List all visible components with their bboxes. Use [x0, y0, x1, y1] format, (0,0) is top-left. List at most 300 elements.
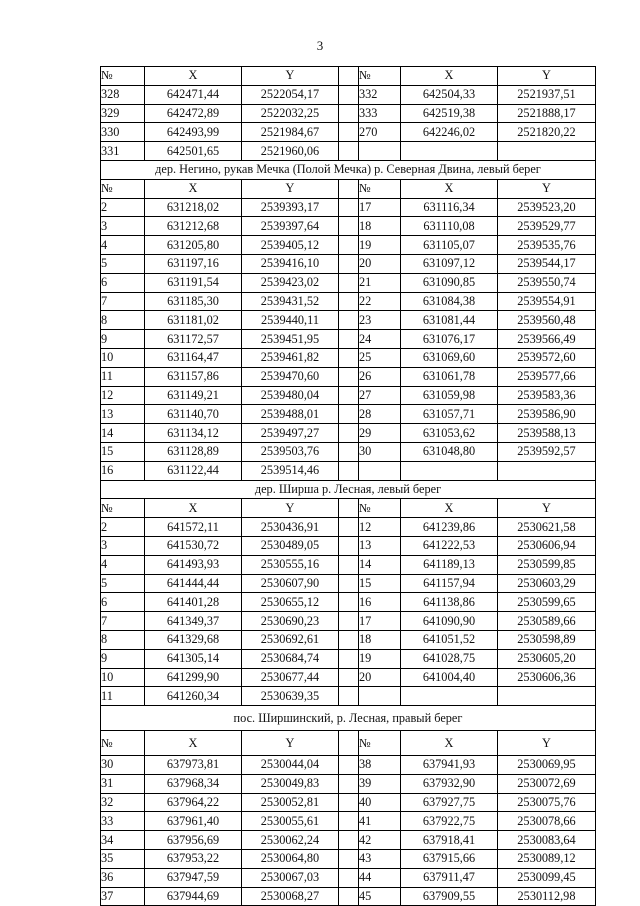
header-y: Y: [242, 499, 339, 518]
header-row: [101, 179, 596, 198]
column-gap: [339, 812, 359, 831]
header-y: Y: [242, 731, 339, 756]
coord-y: 2530599,85: [498, 555, 596, 574]
coord-y: 2530605,20: [498, 649, 596, 668]
point-number: 20: [359, 254, 401, 273]
coord-y: 2530052,81: [242, 793, 339, 812]
coord-x: 642246,02: [401, 123, 498, 142]
table-row: [101, 850, 596, 869]
coord-y: 2530083,64: [498, 831, 596, 850]
header-y: Y: [498, 67, 596, 86]
coord-x: 631191,54: [145, 273, 242, 292]
coord-x: 631140,70: [145, 405, 242, 424]
header-y: Y: [498, 731, 596, 756]
column-gap: [339, 386, 359, 405]
table-row: [101, 630, 596, 649]
coord-x: [401, 142, 498, 161]
coord-x: 631218,02: [145, 198, 242, 217]
point-number: 26: [359, 367, 401, 386]
coord-y: 2530603,29: [498, 574, 596, 593]
header-num: №: [101, 179, 145, 198]
coord-x: 637947,59: [145, 868, 242, 887]
column-gap: [339, 649, 359, 668]
table-row: [101, 348, 596, 367]
coord-x: 637956,69: [145, 831, 242, 850]
point-number: 18: [359, 630, 401, 649]
table-row: [101, 574, 596, 593]
table-row: [101, 442, 596, 461]
point-number: 329: [101, 104, 145, 123]
column-gap: [339, 536, 359, 555]
coord-x: 637909,55: [401, 887, 498, 906]
coord-x: 642472,89: [145, 104, 242, 123]
point-number: 9: [101, 649, 145, 668]
coord-x: 631090,85: [401, 273, 498, 292]
section-title: пос. Ширшинский, р. Лесная, правый берег: [101, 706, 596, 731]
point-number: 328: [101, 85, 145, 104]
point-number: 7: [101, 612, 145, 631]
coord-y: 2539529,77: [498, 217, 596, 236]
header-row: [101, 499, 596, 518]
coord-x: 642504,33: [401, 85, 498, 104]
coord-x: 641260,34: [145, 687, 242, 706]
coord-x: 641349,37: [145, 612, 242, 631]
section-title-row: [101, 706, 596, 731]
table-row: [101, 405, 596, 424]
column-gap: [339, 774, 359, 793]
point-number: 332: [359, 85, 401, 104]
coord-x: 641028,75: [401, 649, 498, 668]
coord-y: 2530606,36: [498, 668, 596, 687]
point-number: 6: [101, 273, 145, 292]
header-num: №: [359, 67, 401, 86]
coord-x: 631185,30: [145, 292, 242, 311]
point-number: 15: [359, 574, 401, 593]
point-number: 9: [101, 330, 145, 349]
coord-y: 2530064,80: [242, 850, 339, 869]
header-num: №: [101, 731, 145, 756]
coord-y: 2539393,17: [242, 198, 339, 217]
coord-y: 2539431,52: [242, 292, 339, 311]
point-number: 31: [101, 774, 145, 793]
point-number: 14: [359, 555, 401, 574]
coord-y: 2539405,12: [242, 236, 339, 255]
table-row: [101, 85, 596, 104]
table-row: [101, 217, 596, 236]
column-gap: [339, 217, 359, 236]
point-number: 43: [359, 850, 401, 869]
column-gap: [339, 273, 359, 292]
coord-y: 2530078,66: [498, 812, 596, 831]
section-title: дер. Ширша р. Лесная, левый берег: [101, 480, 596, 499]
point-number: 5: [101, 574, 145, 593]
point-number: 21: [359, 273, 401, 292]
coord-x: 637922,75: [401, 812, 498, 831]
table-row: [101, 793, 596, 812]
coord-y: 2521888,17: [498, 104, 596, 123]
coord-y: 2539514,46: [242, 461, 339, 480]
point-number: 3: [101, 217, 145, 236]
coord-y: 2539566,49: [498, 330, 596, 349]
point-number: 270: [359, 123, 401, 142]
header-x: X: [401, 499, 498, 518]
table-row: [101, 292, 596, 311]
column-gap: [339, 367, 359, 386]
coord-x: 641239,86: [401, 518, 498, 537]
point-number: 39: [359, 774, 401, 793]
point-number: 41: [359, 812, 401, 831]
page-number: 3: [316, 38, 324, 53]
table-row: [101, 831, 596, 850]
coord-x: 631076,17: [401, 330, 498, 349]
column-gap: [339, 67, 359, 86]
point-number: 2: [101, 198, 145, 217]
coord-x: 637944,69: [145, 887, 242, 906]
coord-y: 2530089,12: [498, 850, 596, 869]
coord-y: 2539461,82: [242, 348, 339, 367]
coord-y: 2530599,65: [498, 593, 596, 612]
header-row: [101, 67, 596, 86]
point-number: 8: [101, 311, 145, 330]
table-row: [101, 386, 596, 405]
table-row: [101, 311, 596, 330]
coord-y: 2530436,91: [242, 518, 339, 537]
point-number: 16: [101, 461, 145, 480]
coord-y: 2530639,35: [242, 687, 339, 706]
coord-x: 637927,75: [401, 793, 498, 812]
coord-y: 2539503,76: [242, 442, 339, 461]
column-gap: [339, 756, 359, 775]
coord-x: 642519,38: [401, 104, 498, 123]
coord-y: 2521984,67: [242, 123, 339, 142]
table-row: [101, 649, 596, 668]
column-gap: [339, 518, 359, 537]
coord-x: [401, 461, 498, 480]
coord-x: 631181,02: [145, 311, 242, 330]
coord-y: 2539554,91: [498, 292, 596, 311]
coord-x: 642471,44: [145, 85, 242, 104]
point-number: 15: [101, 442, 145, 461]
point-number: 37: [101, 887, 145, 906]
point-number: 8: [101, 630, 145, 649]
point-number: 25: [359, 348, 401, 367]
coord-y: 2530690,23: [242, 612, 339, 631]
coord-y: 2539535,76: [498, 236, 596, 255]
coord-x: 637911,47: [401, 868, 498, 887]
coord-x: 631116,34: [401, 198, 498, 217]
coord-y: 2539470,60: [242, 367, 339, 386]
column-gap: [339, 123, 359, 142]
coord-y: 2539480,04: [242, 386, 339, 405]
coordinates-table: [100, 66, 596, 906]
column-gap: [339, 104, 359, 123]
coord-x: 637953,22: [145, 850, 242, 869]
coord-y: 2530607,90: [242, 574, 339, 593]
header-row: [101, 731, 596, 756]
coord-y: 2521820,22: [498, 123, 596, 142]
point-number: 19: [359, 236, 401, 255]
point-number: 29: [359, 424, 401, 443]
header-x: X: [145, 731, 242, 756]
coord-x: 641299,90: [145, 668, 242, 687]
coord-y: 2539523,20: [498, 198, 596, 217]
coord-x: 631057,71: [401, 405, 498, 424]
coord-y: 2539586,90: [498, 405, 596, 424]
coord-y: 2539592,57: [498, 442, 596, 461]
point-number: 7: [101, 292, 145, 311]
column-gap: [339, 348, 359, 367]
column-gap: [339, 850, 359, 869]
point-number: 14: [101, 424, 145, 443]
column-gap: [339, 198, 359, 217]
coord-y: 2539583,36: [498, 386, 596, 405]
coord-y: 2530655,12: [242, 593, 339, 612]
header-x: X: [145, 67, 242, 86]
table-row: [101, 123, 596, 142]
point-number: 12: [359, 518, 401, 537]
coord-x: 641138,86: [401, 593, 498, 612]
point-number: 44: [359, 868, 401, 887]
coord-x: 641090,90: [401, 612, 498, 631]
header-num: №: [101, 499, 145, 518]
coord-x: 641444,44: [145, 574, 242, 593]
point-number: 32: [101, 793, 145, 812]
coord-x: 631212,68: [145, 217, 242, 236]
column-gap: [339, 236, 359, 255]
coord-y: 2530692,61: [242, 630, 339, 649]
coord-x: 641329,68: [145, 630, 242, 649]
point-number: 13: [359, 536, 401, 555]
header-num: №: [359, 731, 401, 756]
coord-y: 2530072,69: [498, 774, 596, 793]
point-number: 6: [101, 593, 145, 612]
coord-y: 2539560,48: [498, 311, 596, 330]
header-num: №: [359, 179, 401, 198]
point-number: 20: [359, 668, 401, 687]
column-gap: [339, 311, 359, 330]
point-number: 35: [101, 850, 145, 869]
coord-y: [498, 461, 596, 480]
coord-x: 631084,38: [401, 292, 498, 311]
coord-x: 631059,98: [401, 386, 498, 405]
coord-y: 2530489,05: [242, 536, 339, 555]
point-number: 10: [101, 668, 145, 687]
coord-x: 631110,08: [401, 217, 498, 236]
column-gap: [339, 424, 359, 443]
coord-y: 2539488,01: [242, 405, 339, 424]
coord-x: 642493,99: [145, 123, 242, 142]
header-x: X: [145, 179, 242, 198]
coord-y: 2530112,98: [498, 887, 596, 906]
coord-y: 2530589,66: [498, 612, 596, 631]
point-number: 2: [101, 518, 145, 537]
table-row: [101, 612, 596, 631]
coord-y: 2530684,74: [242, 649, 339, 668]
point-number: 11: [101, 367, 145, 386]
coord-x: 642501,65: [145, 142, 242, 161]
table-row: [101, 536, 596, 555]
table-row: [101, 812, 596, 831]
coord-y: 2530075,76: [498, 793, 596, 812]
point-number: 45: [359, 887, 401, 906]
point-number: 17: [359, 612, 401, 631]
coord-x: 631053,62: [401, 424, 498, 443]
point-number: 19: [359, 649, 401, 668]
coord-x: 641530,72: [145, 536, 242, 555]
point-number: 13: [101, 405, 145, 424]
point-number: 12: [101, 386, 145, 405]
coord-y: 2522032,25: [242, 104, 339, 123]
point-number: [359, 687, 401, 706]
coord-x: 641157,94: [401, 574, 498, 593]
column-gap: [339, 179, 359, 198]
coord-y: 2530677,44: [242, 668, 339, 687]
coord-x: 637968,34: [145, 774, 242, 793]
coord-y: 2530049,83: [242, 774, 339, 793]
coord-x: 631164,47: [145, 348, 242, 367]
table-row: [101, 887, 596, 906]
table-row: [101, 868, 596, 887]
coord-y: 2530044,04: [242, 756, 339, 775]
header-num: №: [359, 499, 401, 518]
point-number: 3: [101, 536, 145, 555]
coord-x: 637964,22: [145, 793, 242, 812]
header-x: X: [401, 67, 498, 86]
point-number: 4: [101, 236, 145, 255]
header-num: №: [101, 67, 145, 86]
header-x: X: [401, 179, 498, 198]
point-number: 10: [101, 348, 145, 367]
coord-y: 2539497,27: [242, 424, 339, 443]
point-number: 30: [359, 442, 401, 461]
table-row: [101, 254, 596, 273]
point-number: 333: [359, 104, 401, 123]
column-gap: [339, 731, 359, 756]
header-y: Y: [498, 179, 596, 198]
coord-x: 631105,07: [401, 236, 498, 255]
point-number: 22: [359, 292, 401, 311]
coord-y: [498, 142, 596, 161]
table-row: [101, 687, 596, 706]
column-gap: [339, 442, 359, 461]
coord-y: 2539550,74: [498, 273, 596, 292]
column-gap: [339, 85, 359, 104]
coord-x: 637915,66: [401, 850, 498, 869]
point-number: 4: [101, 555, 145, 574]
column-gap: [339, 630, 359, 649]
coord-x: 641493,93: [145, 555, 242, 574]
coord-y: 2539397,64: [242, 217, 339, 236]
section-title: дер. Негино, рукав Мечка (Полой Мечка) р. Северная Двина, левый берег: [101, 160, 596, 179]
section-title-row: [101, 480, 596, 499]
coord-y: 2530621,58: [498, 518, 596, 537]
table-row: [101, 461, 596, 480]
coord-y: 2539440,11: [242, 311, 339, 330]
coord-x: 637941,93: [401, 756, 498, 775]
table-row: [101, 668, 596, 687]
coord-x: 641189,13: [401, 555, 498, 574]
coord-y: 2539572,60: [498, 348, 596, 367]
table-row: [101, 198, 596, 217]
coord-x: 637918,41: [401, 831, 498, 850]
coord-x: 641004,40: [401, 668, 498, 687]
column-gap: [339, 668, 359, 687]
coord-y: 2530067,03: [242, 868, 339, 887]
table-row: [101, 367, 596, 386]
column-gap: [339, 612, 359, 631]
point-number: 11: [101, 687, 145, 706]
column-gap: [339, 793, 359, 812]
point-number: 330: [101, 123, 145, 142]
column-gap: [339, 593, 359, 612]
point-number: 24: [359, 330, 401, 349]
point-number: [359, 142, 401, 161]
table-row: [101, 236, 596, 255]
table-row: [101, 104, 596, 123]
column-gap: [339, 405, 359, 424]
point-number: 28: [359, 405, 401, 424]
header-x: X: [145, 499, 242, 518]
point-number: 27: [359, 386, 401, 405]
column-gap: [339, 574, 359, 593]
header-y: Y: [242, 67, 339, 86]
coord-x: 631149,21: [145, 386, 242, 405]
coord-x: 631097,12: [401, 254, 498, 273]
table-row: [101, 330, 596, 349]
coord-x: 631128,89: [145, 442, 242, 461]
coord-x: 637961,40: [145, 812, 242, 831]
table-row: [101, 424, 596, 443]
table-row: [101, 273, 596, 292]
column-gap: [339, 499, 359, 518]
point-number: 16: [359, 593, 401, 612]
coord-x: 631069,60: [401, 348, 498, 367]
column-gap: [339, 555, 359, 574]
point-number: [359, 461, 401, 480]
coord-x: 641572,11: [145, 518, 242, 537]
coord-y: 2530598,89: [498, 630, 596, 649]
point-number: 23: [359, 311, 401, 330]
coord-y: 2539416,10: [242, 254, 339, 273]
header-x: X: [401, 731, 498, 756]
coord-y: 2530069,95: [498, 756, 596, 775]
column-gap: [339, 831, 359, 850]
column-gap: [339, 292, 359, 311]
column-gap: [339, 868, 359, 887]
coord-y: 2522054,17: [242, 85, 339, 104]
coord-x: 631134,12: [145, 424, 242, 443]
point-number: 42: [359, 831, 401, 850]
column-gap: [339, 461, 359, 480]
point-number: 40: [359, 793, 401, 812]
coord-x: 631122,44: [145, 461, 242, 480]
coord-y: 2530068,27: [242, 887, 339, 906]
coord-x: 641401,28: [145, 593, 242, 612]
coord-x: 637973,81: [145, 756, 242, 775]
coord-y: 2539451,95: [242, 330, 339, 349]
column-gap: [339, 687, 359, 706]
column-gap: [339, 254, 359, 273]
header-y: Y: [498, 499, 596, 518]
coord-x: 631081,44: [401, 311, 498, 330]
coord-x: 631061,78: [401, 367, 498, 386]
point-number: 36: [101, 868, 145, 887]
coord-x: 641305,14: [145, 649, 242, 668]
table-row: [101, 774, 596, 793]
coord-y: [498, 687, 596, 706]
coord-y: 2539577,66: [498, 367, 596, 386]
coord-y: 2539588,13: [498, 424, 596, 443]
